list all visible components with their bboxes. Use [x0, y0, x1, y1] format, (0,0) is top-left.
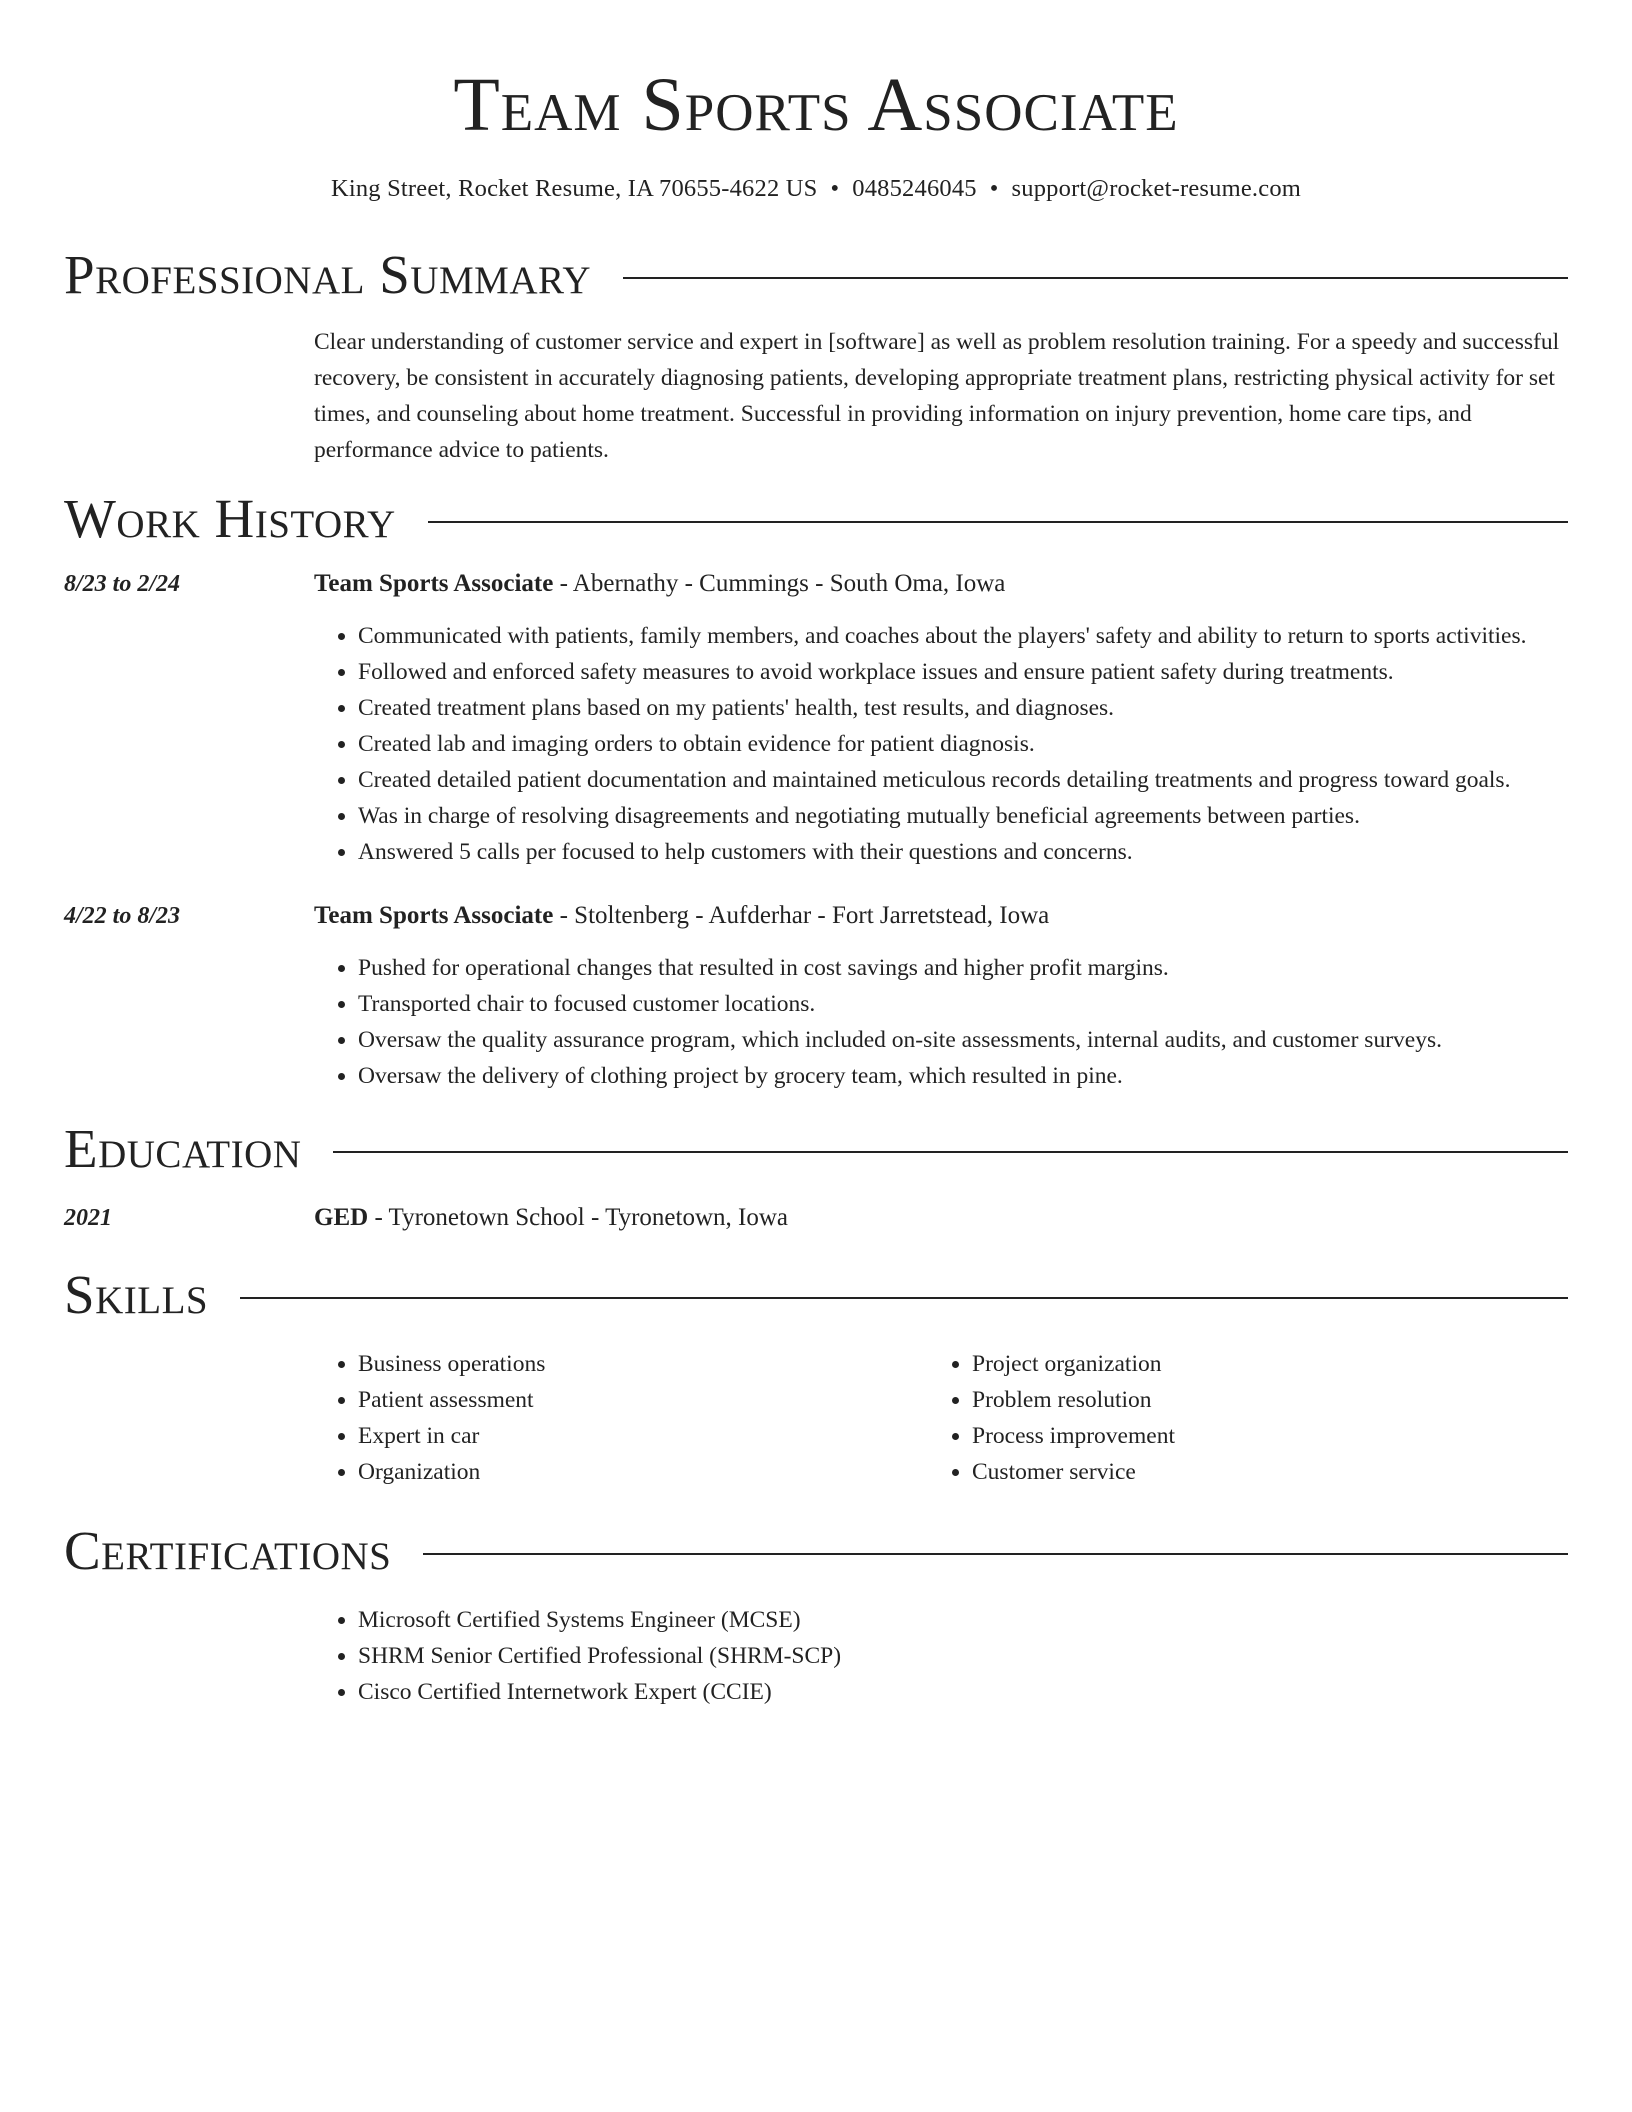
summary-section-title: Professional Summary [64, 244, 592, 305]
job-bullet: • Created treatment plans based on my patients' health, test results, and diagnoses. [358, 690, 1568, 726]
skill-item: • Organization [358, 1454, 928, 1490]
skills-list-right [928, 1346, 1542, 1490]
section-divider [428, 521, 1568, 523]
job-bullet: • Created detailed patient documentation and maintained meticulous records detailing treatments and progress toward goals. [358, 762, 1568, 798]
skill-item: • Problem resolution [972, 1382, 1542, 1418]
skill-item: • Process improvement [972, 1418, 1542, 1454]
job-bullet: • Oversaw the delivery of clothing project by grocery team, which resulted in pine. [358, 1058, 1568, 1094]
certifications-section-title: Certifications [64, 1520, 392, 1581]
education-school: - Tyronetown School - Tyronetown, Iowa [368, 1204, 788, 1231]
job-bullet: • Communicated with patients, family members, and coaches about the players' safety and ability to return to sports activities. [358, 618, 1568, 654]
job-date: 4/22 to 8/23 [64, 903, 181, 929]
job-entry [64, 900, 1568, 1094]
certifications-list-wrap [314, 1602, 1568, 1710]
education-date: 2021 [64, 1205, 112, 1231]
section-divider [240, 1297, 1568, 1299]
contact-separator: • [989, 175, 999, 202]
skills-columns [314, 1346, 1568, 1490]
education-body [314, 1202, 1568, 1234]
job-employer: - Stoltenberg - Aufderhar - Fort Jarretstead, Iowa [553, 902, 1050, 929]
contact-separator: • [830, 175, 840, 202]
job-date: 8/23 to 2/24 [64, 571, 181, 597]
education-section-header [64, 1118, 1568, 1180]
resume-page [64, 0, 1568, 1710]
skills-section-header [64, 1264, 1568, 1326]
summary-section-header [64, 244, 1568, 306]
skill-item: • Expert in car [358, 1418, 928, 1454]
job-title-line [314, 900, 1568, 932]
contact-line [64, 174, 1568, 204]
section-divider [333, 1151, 1568, 1153]
job-body [314, 568, 1568, 870]
job-title-line [314, 568, 1568, 600]
education-degree: GED [314, 1204, 369, 1231]
skill-item: • Project organization [972, 1346, 1542, 1382]
section-divider [423, 1553, 1568, 1555]
contact-email[interactable]: support@rocket-resume.com [1011, 175, 1302, 202]
skills-section-title: Skills [64, 1264, 209, 1325]
job-bullet: • Transported chair to focused customer locations. [358, 986, 1568, 1022]
job-bullet: • Answered 5 calls per focused to help customers with their questions and concerns. [358, 834, 1568, 870]
contact-phone: 0485246045 [852, 175, 977, 202]
section-divider [623, 277, 1568, 279]
resume-name: Team Sports Associate [453, 63, 1179, 147]
skill-item: • Patient assessment [358, 1382, 928, 1418]
work-section-title: Work History [64, 488, 396, 549]
skill-item: • Business operations [358, 1346, 928, 1382]
job-body [314, 900, 1568, 1094]
job-bullets [314, 950, 1568, 1094]
certifications-section-header [64, 1520, 1568, 1582]
certification-item: • Cisco Certified Internetwork Expert (CCIE) [358, 1674, 1258, 1710]
job-role: Team Sports Associate [314, 902, 554, 929]
contact-address: King Street, Rocket Resume, IA 70655-4622 US [330, 175, 818, 202]
job-bullet: • Pushed for operational changes that resulted in cost savings and higher profit margins. [358, 950, 1568, 986]
job-role: Team Sports Associate [314, 570, 554, 597]
skills-list-left [314, 1346, 928, 1490]
education-section-title: Education [64, 1118, 302, 1179]
work-section-header [64, 488, 1568, 550]
job-bullet: • Was in charge of resolving disagreements and negotiating mutually beneficial agreements between parties. [358, 798, 1568, 834]
certifications-list [314, 1602, 1258, 1710]
skill-item: • Customer service [972, 1454, 1542, 1490]
education-entry [64, 1202, 1568, 1234]
job-bullet: • Oversaw the quality assurance program, which included on-site assessments, internal audits, and customer surveys. [358, 1022, 1568, 1058]
certification-item: • SHRM Senior Certified Professional (SHRM-SCP) [358, 1638, 1258, 1674]
summary-text: Clear understanding of customer service and expert in [software] as well as problem resolution training. For a speedy and successful recovery, be consistent in accurately diagnosing patients, developing appropriate treatment plans, restricting physical activity for set times, and counseling about home treatment. Successful in providing information on injury prevention, home care tips, and performance advice to patients. [314, 329, 1560, 463]
job-bullet: • Followed and enforced safety measures to avoid workplace issues and ensure patient safety during treatments. [358, 654, 1568, 690]
certification-item: • Microsoft Certified Systems Engineer (MCSE) [358, 1602, 1258, 1638]
job-bullet: • Created lab and imaging orders to obtain evidence for patient diagnosis. [358, 726, 1568, 762]
job-employer: - Abernathy - Cummings - South Oma, Iowa [553, 570, 1006, 597]
education-line [314, 1202, 1568, 1234]
job-entry [64, 568, 1568, 870]
job-bullets [314, 618, 1568, 870]
